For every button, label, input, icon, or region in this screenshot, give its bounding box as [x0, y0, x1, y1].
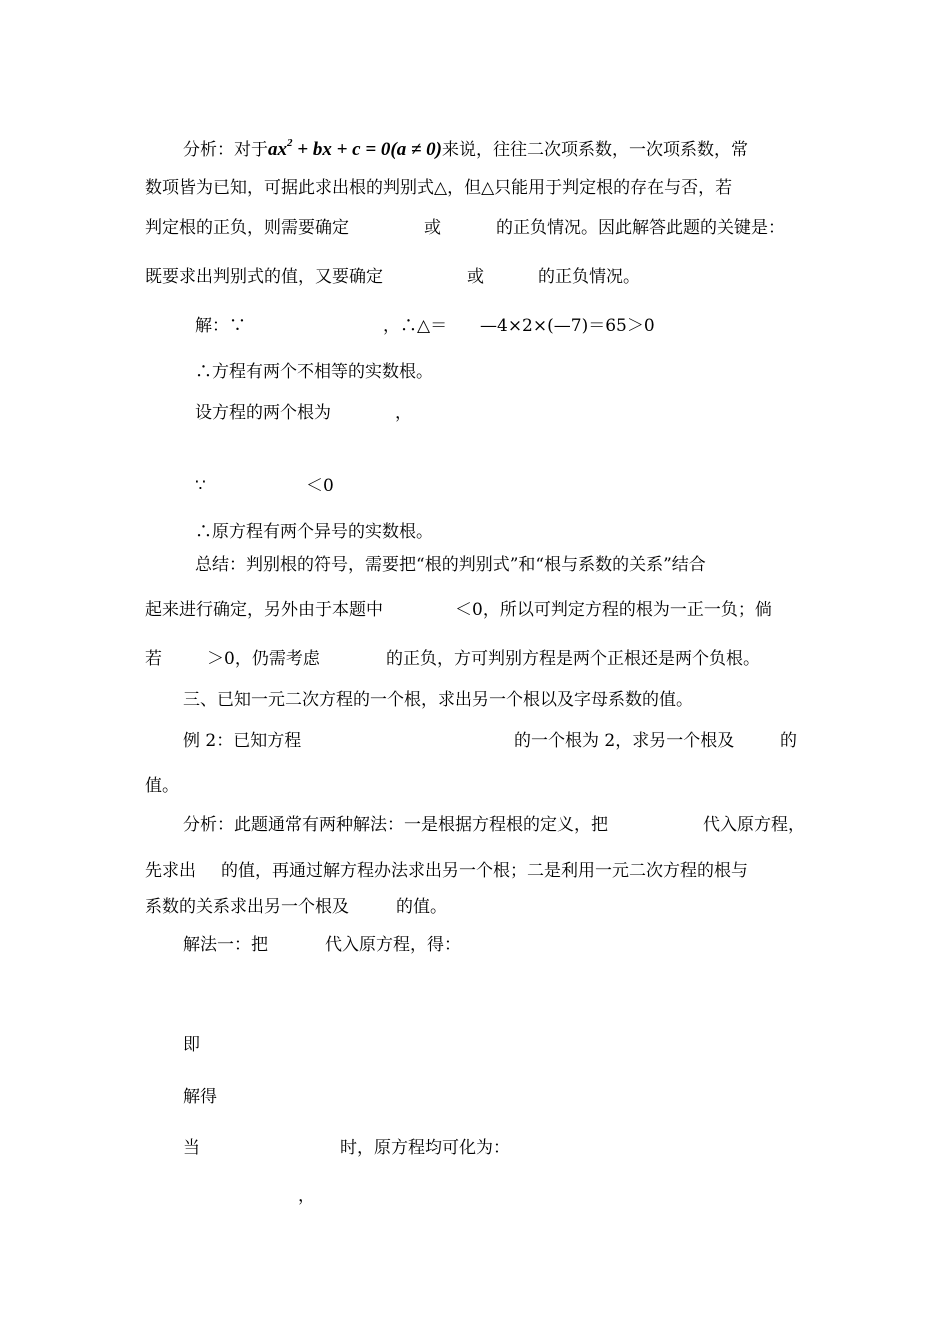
example-2-d: 值。 [145, 776, 179, 796]
analysis-line-3b: 或 [424, 218, 441, 238]
solution-line-1a: 解：∵ [195, 316, 246, 336]
analysis-line-3a: 判定根的正负，则需要确定 [145, 218, 349, 238]
analysis2-line-1b: 代入原方程， [703, 815, 805, 835]
solution-line-1c: —4×2×(—7)＝65＞0 [480, 316, 655, 336]
summary-line-3c: 的正负，方可判别方程是两个正根还是两个负根。 [386, 649, 760, 669]
analysis-line-4b: 或 [467, 267, 484, 287]
summary-line-3a: 若 [145, 649, 162, 669]
example-2-b: 的一个根为 2，求另一个根及 [514, 731, 735, 751]
summary-line-2b: ＜0，所以可判定方程的根为一正一负；倘 [455, 600, 772, 620]
solution-line-1b: ，∴△＝ [383, 316, 448, 336]
solution-line-4b: ＜0 [306, 476, 334, 496]
method-1-b: 代入原方程，得： [325, 935, 461, 955]
example-2-c: 的 [780, 731, 797, 751]
analysis2-line-1a: 分析：此题通常有两种解法：一是根据方程根的定义，把 [183, 815, 608, 835]
solution-line-3b: ， [395, 403, 412, 423]
solution-line-2: ∴方程有两个不相等的实数根。 [195, 362, 433, 382]
analysis2-line-2a: 先求出 [145, 861, 196, 881]
solution-line-3a: 设方程的两个根为 [195, 403, 331, 423]
solution-line-4a: ∵ [195, 476, 206, 496]
method-1-a: 解法一：把 [183, 935, 268, 955]
analysis-line-2: 数项皆为已知，可据此求出根的判别式△，但△只能用于判定根的存在与否，若 [145, 178, 733, 198]
analysis-line-1: 分析：对于$ax^2$ + bx + c = 0(a ≠ 0)来说，往往二次项系数，一次项系数，常 [183, 137, 748, 160]
analysis-line-4c: 的正负情况。 [538, 267, 640, 287]
section-3-heading: 三、已知一元二次方程的一个根，求出另一个根以及字母系数的值。 [183, 690, 693, 710]
dang-suffix: 时，原方程均可化为： [340, 1138, 510, 1158]
analysis-line-4a: 既要求出判别式的值，又要确定 [145, 267, 383, 287]
summary-line-2a: 起来进行确定，另外由于本题中 [145, 600, 383, 620]
analysis2-line-3b: 的值。 [396, 897, 447, 917]
solution-line-5: ∴原方程有两个异号的实数根。 [195, 522, 433, 542]
ji-label: 即 [183, 1035, 200, 1055]
analysis2-line-2b: 的值，再通过解方程办法求出另一个根；二是利用一元二次方程的根与 [221, 861, 748, 881]
dang-label: 当 [183, 1138, 200, 1158]
example-2-a: 例 2：已知方程 [183, 731, 302, 751]
jiede-label: 解得 [183, 1087, 217, 1107]
summary-line-1: 总结：判别根的符号，需要把“根的判别式”和“根与系数的关系”结合 [195, 555, 706, 575]
trailing-comma: ， [298, 1186, 315, 1206]
quadratic-formula: $ax^2$ + bx + c = 0(a ≠ 0) [268, 137, 442, 160]
summary-line-3b: ＞0，仍需考虑 [207, 649, 320, 669]
analysis2-line-3a: 系数的关系求出另一个根及 [145, 897, 349, 917]
analysis-line-3c: 的正负情况。因此解答此题的关键是： [496, 218, 785, 238]
